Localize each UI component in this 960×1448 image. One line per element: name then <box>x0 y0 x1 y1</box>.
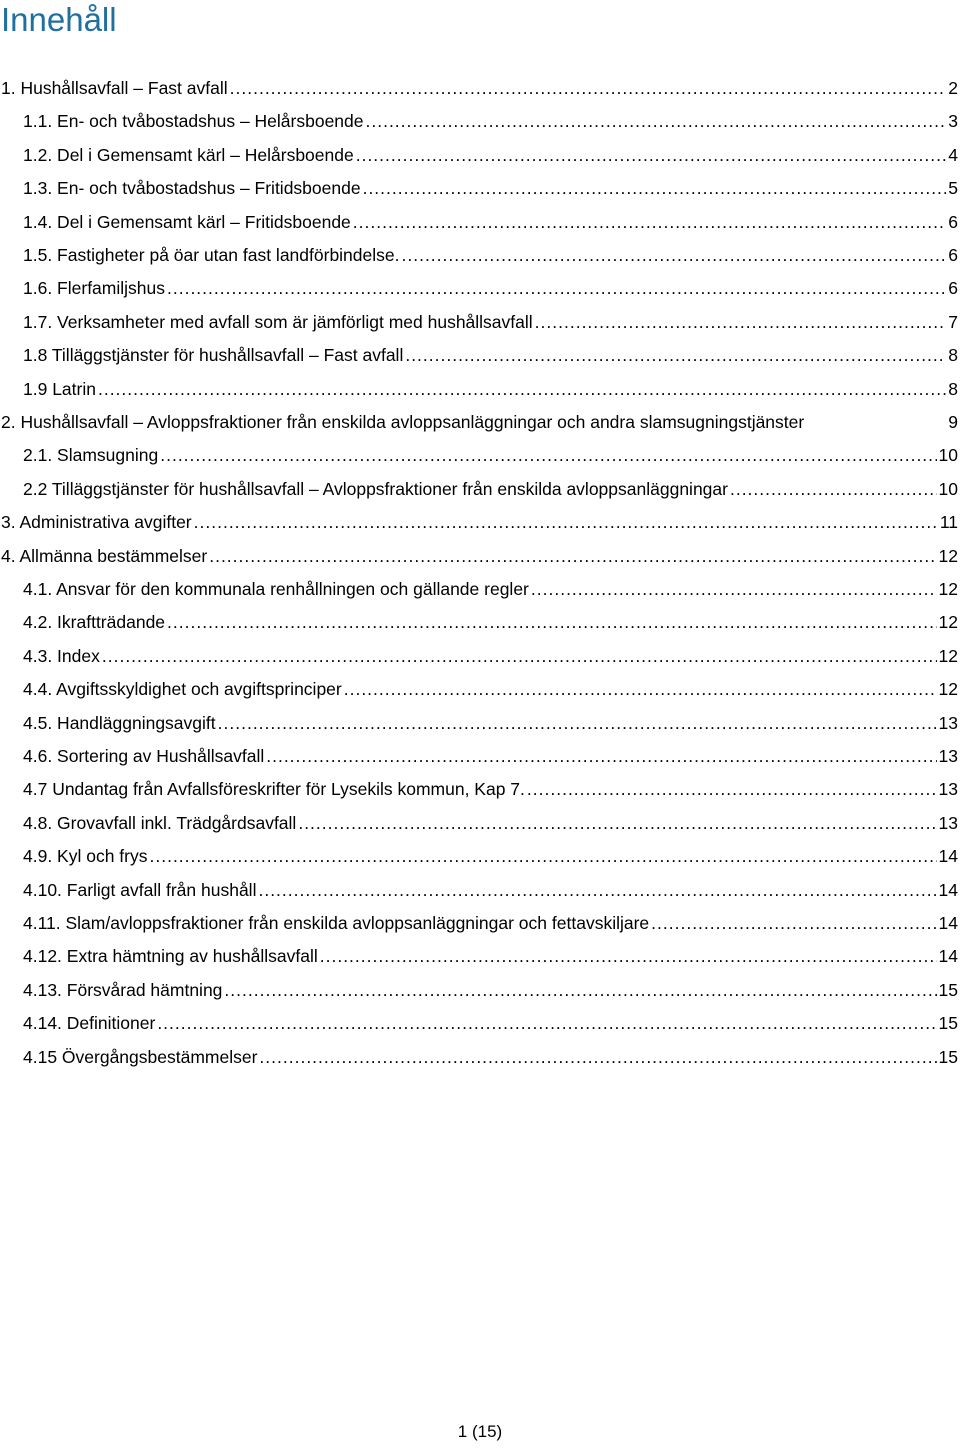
toc-entry[interactable] <box>23 874 958 907</box>
toc-leader-dots <box>527 773 937 806</box>
toc-leader-dots <box>167 606 936 639</box>
toc-leader-dots <box>366 105 947 138</box>
toc-leader-dots <box>102 640 937 673</box>
toc-entry-label: 1.1. En- och tvåbostadshus – Helårsboende <box>23 111 364 132</box>
toc-entry-page: 6 <box>948 245 958 265</box>
page-title: Innehåll <box>1 1 117 38</box>
toc-entry-page: 9 <box>948 412 958 432</box>
toc-entry[interactable] <box>1 506 958 539</box>
toc-entry-page: 6 <box>948 211 958 232</box>
toc-entry[interactable] <box>23 707 958 740</box>
toc-entry[interactable] <box>23 673 958 706</box>
toc-entry[interactable] <box>23 306 958 339</box>
toc-entry-page: 5 <box>948 178 958 199</box>
toc-entry[interactable] <box>23 907 958 940</box>
toc-leader-dots <box>353 206 946 239</box>
toc-entry-label: 4.1. Ansvar för den kommunala renhållningen och gällande regler <box>23 579 529 599</box>
toc-entry[interactable] <box>23 239 958 272</box>
toc-leader-dots <box>402 239 947 272</box>
toc-entry-page: 14 <box>938 846 958 867</box>
toc-entry-label: 1.7. Verksamheter med avfall som är jämförligt med hushållsavfall <box>23 311 533 332</box>
toc-leader-dots <box>535 306 947 339</box>
toc-entry-label: 4.10. Farligt avfall från hushåll <box>23 879 257 900</box>
toc-leader-dots <box>298 807 936 840</box>
toc-entry-page: 15 <box>938 1013 958 1034</box>
toc-entry[interactable] <box>1 406 958 439</box>
toc-entry[interactable] <box>23 206 958 239</box>
toc-entry-label: 4.5. Handläggningsavgift <box>23 712 216 733</box>
toc-entry-page: 10 <box>938 445 958 466</box>
toc-entry[interactable] <box>23 105 958 138</box>
toc-entry-page: 12 <box>938 579 958 599</box>
toc-entry-page: 13 <box>938 812 958 833</box>
toc-entry[interactable] <box>23 807 958 840</box>
toc-leader-dots <box>167 272 946 305</box>
toc-entry-label: 1.2. Del i Gemensamt kärl – Helårsboende <box>23 144 354 165</box>
toc-leader-dots <box>320 940 937 973</box>
toc-entry-label: 4.11. Slam/avloppsfraktioner från enskilda avloppsanläggningar och fettavskiljare <box>23 913 650 933</box>
toc-entry-label: 1.3. En- och tvåbostadshus – Fritidsboende <box>23 178 361 199</box>
toc-entry-label: 3. Administrativa avgifter <box>1 512 192 533</box>
toc-leader-dots <box>224 974 936 1007</box>
toc-entry-label: 4.12. Extra hämtning av hushållsavfall <box>23 946 318 967</box>
toc-entry[interactable] <box>23 940 958 973</box>
toc-entry[interactable] <box>23 573 958 606</box>
toc-entry-label: 4.2. Ikraftträdande <box>23 612 166 633</box>
toc-entry-page: 8 <box>948 378 958 399</box>
page-number: 1 (15) <box>457 1422 503 1441</box>
toc-leader-dots <box>259 1041 936 1074</box>
toc-entry-label: 4.9. Kyl och frys <box>23 846 148 867</box>
toc-entry-label: 1.9 Latrin <box>23 378 96 399</box>
toc-entry-label: 2.2 Tilläggstjänster för hushållsavfall – Avloppsfraktioner från enskilda avloppsanläggningar <box>23 478 728 499</box>
toc-entry[interactable] <box>23 606 958 639</box>
toc-entry-label: 4.4. Avgiftsskyldighet och avgiftsprinciper <box>23 679 342 700</box>
toc-leader-dots <box>344 673 937 706</box>
toc-leader-dots <box>531 573 937 606</box>
toc-entry-label: 1.4. Del i Gemensamt kärl – Fritidsboende <box>23 211 351 232</box>
toc-entry-page: 7 <box>948 311 958 332</box>
toc-entry-label: 1.5. Fastigheter på öar utan fast landförbindelse. <box>23 245 400 265</box>
toc-entry-page: 14 <box>938 946 958 967</box>
toc-entry-page: 12 <box>938 679 958 700</box>
toc-entry[interactable] <box>23 172 958 205</box>
toc-leader-dots <box>209 540 936 573</box>
toc-entry[interactable] <box>1 540 958 573</box>
toc-leader-dots <box>356 139 947 172</box>
toc-entry-label: 4.6. Sortering av Hushållsavfall <box>23 746 265 766</box>
toc-entry[interactable] <box>23 439 958 472</box>
toc-entry-label: 2.1. Slamsugning <box>23 445 159 466</box>
toc-leader-dots <box>266 740 936 773</box>
toc-entry-page: 4 <box>948 144 958 165</box>
toc-entry-page: 14 <box>938 913 958 933</box>
toc-entry-page: 11 <box>939 512 958 533</box>
toc-leader-dots <box>405 339 946 372</box>
toc-entry[interactable] <box>23 473 958 506</box>
toc-entry[interactable] <box>23 1007 958 1040</box>
toc-entry-label: 1.8 Tilläggstjänster för hushållsavfall – Fast avfall <box>23 345 404 366</box>
toc-entry[interactable] <box>23 272 958 305</box>
toc-entry[interactable] <box>23 974 958 1007</box>
toc-entry-page: 2 <box>948 78 958 98</box>
toc-entry-page: 10 <box>938 478 958 499</box>
toc-leader-dots <box>258 874 936 907</box>
toc-entry-page: 6 <box>948 278 958 299</box>
toc-entry[interactable] <box>23 740 958 773</box>
toc-entry[interactable] <box>23 1041 958 1074</box>
toc-entry[interactable] <box>23 773 958 806</box>
toc-entry-label: 2. Hushållsavfall – Avloppsfraktioner från enskilda avloppsanläggningar och andra slamsugningstjänster <box>1 412 805 432</box>
toc-entry[interactable] <box>23 139 958 172</box>
toc-entry-page: 14 <box>938 879 958 900</box>
toc-entry[interactable] <box>23 339 958 372</box>
toc-leader-dots <box>150 840 937 873</box>
toc-entry-page: 12 <box>938 645 958 666</box>
toc-leader-dots <box>160 439 936 472</box>
toc-entry-label: 4. Allmänna bestämmelser <box>1 545 208 566</box>
toc-entry-page: 3 <box>948 111 958 132</box>
toc-entry[interactable] <box>23 640 958 673</box>
toc-leader-dots <box>98 373 946 406</box>
toc-entry-page: 12 <box>938 612 958 633</box>
toc-entry-label: 4.13. Försvårad hämtning <box>23 979 223 1000</box>
toc-entry-page: 8 <box>948 345 958 366</box>
toc-leader-dots <box>651 907 936 940</box>
toc-entry-label: 4.7 Undantag från Avfallsföreskrifter för Lysekils kommun, Kap 7. <box>23 779 525 800</box>
toc-entry-page: 13 <box>938 712 958 733</box>
toc-leader-dots <box>230 72 947 105</box>
toc-entry[interactable] <box>23 840 958 873</box>
toc-entry-label: 1. Hushållsavfall – Fast avfall <box>1 78 228 98</box>
toc-entry-label: 4.3. Index <box>23 645 100 666</box>
toc-entry[interactable] <box>23 373 958 406</box>
toc-leader-dots <box>157 1007 936 1040</box>
toc-leader-dots <box>730 473 937 506</box>
toc-entry-label: 4.14. Definitioner <box>23 1013 156 1034</box>
toc-entry[interactable] <box>1 72 958 105</box>
toc-leader-dots <box>218 707 937 740</box>
toc-leader-dots <box>363 172 947 205</box>
toc-entry-page: 15 <box>938 979 958 1000</box>
toc-leader-dots <box>194 506 938 539</box>
toc-entry-page: 12 <box>938 545 958 566</box>
toc-entry-label: 1.6. Flerfamiljshus <box>23 278 165 299</box>
toc-entry-page: 15 <box>938 1046 958 1067</box>
toc-entry-label: 4.15 Övergångsbestämmelser <box>23 1046 258 1067</box>
toc-entry-page: 13 <box>938 779 958 800</box>
toc-entry-page: 13 <box>938 746 958 766</box>
toc-entry-label: 4.8. Grovavfall inkl. Trädgårdsavfall <box>23 812 297 833</box>
